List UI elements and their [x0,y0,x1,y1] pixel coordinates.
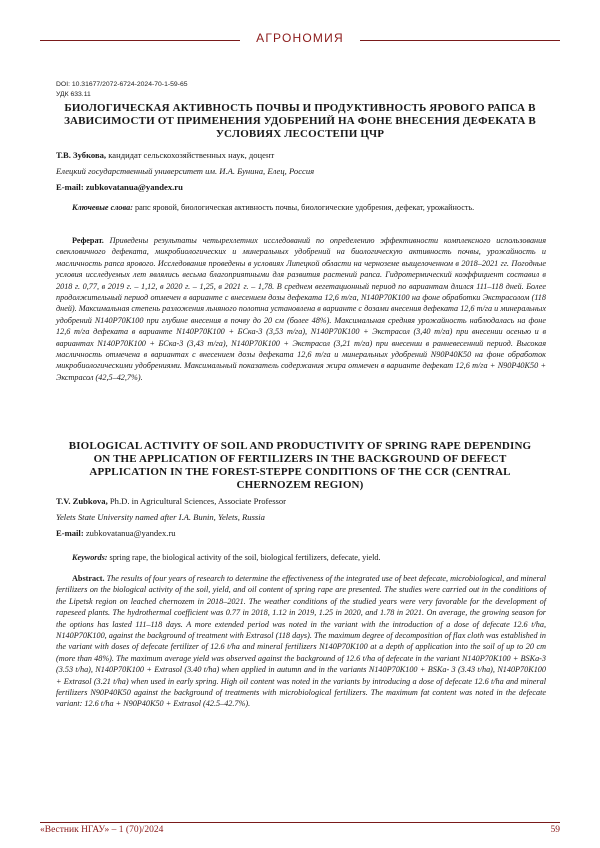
email-en [56,528,556,539]
affiliation-en: Yelets State University named after I.A. Bunin, Yelets, Russia [56,512,265,522]
keywords-ru [56,202,546,213]
keywords-en [56,552,546,563]
doi[interactable]: DOI: 10.31677/2072-6724-2024-70-1-59-65 [56,81,188,88]
footer-journal: «Вестник НГАУ» – 1 (70)/2024 [40,825,164,835]
keywords-text: рапс яровой, биологическая активность почвы, биологические удобрения, дефекат, урожайность. [134,203,475,212]
abstract-label: Abstract. [72,574,105,583]
title-en: BIOLOGICAL ACTIVITY OF SOIL AND PRODUCTIVITY OF SPRING RAPE DEPENDING ON THE APPLICATION OF FERTILIZERS IN THE BACKGROUND OF DEFECT APPLICATION IN THE FOREST-STEPPE CONDITIONS OF THE CCR (CENTRAL CHERNOZEM REGION) [68,440,532,491]
author-en [56,496,556,507]
section-header [0,26,600,56]
section-title: АГРОНОМИЯ [256,31,344,45]
author-degree: Ph.D. in Agricultural Sciences, Associate Professor [109,496,287,506]
author-degree: кандидат сельскохозяйственных наук, доцент [108,150,275,160]
article-meta [56,80,188,100]
author-ru [56,150,556,161]
section-divider [360,40,560,41]
email-ru [56,182,556,193]
author-name: Т.В. Зубкова, [56,150,107,160]
page-number: 59 [550,825,560,835]
email-link[interactable]: zubkovatanua@yandex.ru [85,528,176,538]
keywords-label: Keywords: [72,553,108,562]
abstract-ru [56,235,546,383]
keywords-text: spring rape, the biological activity of the soil, biological fertilizers, defecate, yield. [109,553,381,562]
title-ru: БИОЛОГИЧЕСКАЯ АКТИВНОСТЬ ПОЧВЫ И ПРОДУКТИВНОСТЬ ЯРОВОГО РАПСА В ЗАВИСИМОСТИ ОТ ПРИМЕНЕНИЯ УДОБРЕНИЙ НА ФОНЕ ВНЕСЕНИЯ ДЕФЕКАТА В УСЛОВИЯХ ЛЕСОСТЕПИ ЦЧР [64,102,536,140]
abstract-text: Приведены результаты четырехлетних исследований по определению эффективности комплексного использования свекловичного дефеката, микробиологических и минеральных удобрений на биологическую активность почвы, урожайность и масличность рапса ярового. Исследования проведены в условиях Липецкой области на черноземе выщелоченном в 2018–2021 гг. Погодные условия исследуемых лет являлись весьма благоприятными для развития растений рапса. Гидротермический коэффициент составил в 2018 г. 0,77, в 2019 г. – 1,12, в 2020 г. – 1,25, в 2021 г. – 1,78. В среднем вегетационный период по вариантам длился 111–118 дней. Более продолжительный период отмечен в варианте с внесением дозы дефеката 12,6 т/га, N140P70K100 на фоне обработки Экстрасолом (118 дней). Максимальная степень разложения льняного полотна установлена в варианте с дозами внесения дефеката 12,6 т/га и минеральных удобрений N140P70K100 при глубине внесения в почву до 20 см (более 48%). Максимальная средняя урожайность наблюдалась на фоне 12,6 т/га дефеката в варианте N140P70K100 + БСка-3 (3,53 т/га), N140P70K100 + Экстрасол (3,40 т/га) при внесении осенью и в вариантах N140P70K100 + БСка-3 (3,43 т/га), N140P70K100 + Экстрасол (3,21 т/га) при внесении в ранневесенний период. Высокая масличность отмечена в вариантах с внесением дозы дефеката 12,6 т/га и минеральных удобрений N90P40K50 на фоне обработок микробиологическими удобрениями. Максимальный показатель содержания жира отмечен в варианте дефекат 12,6 т/га + N90P40K50 + Экстрасол (42,5–42,7%). [56,236,547,382]
abstract-label: Реферат. [72,236,104,245]
email-link[interactable]: zubkovatanua@yandex.ru [85,182,183,192]
abstract-en [56,573,546,710]
author-name: T.V. Zubkova, [56,496,108,506]
udc: УДК 633.11 [56,91,91,98]
footer-divider [40,822,560,823]
email-label: E-mail: [56,182,84,192]
abstract-text: The results of four years of research to determine the effectiveness of the integrated use of beet defecate, microbiological, and mineral fertilizers on the biological activity of the soil, yield, and oil content of spring rape are presented. The studies were carried out in the conditions of the Lipetsk region on leached chernozem in 2018–2021. The weather conditions of the studied years were very favorable for the development of rapeseed plants. The hydrothermal coefficient was 0.77 in 2018, 1.12 in 2019, 1.25 in 2020, and 1.78 in 2021. On average, the growing season for the options has lasted 111–118 days. A more extended period was noted in the variant with the introduction of a dose of defecate 12.6 t/ha, N140P70K100, against the background of treatment with Extrasol (118 days). The maximum degree of decomposition of flax cloth was established in the variant with doses of defecate fertilizer of 12.6 t/ha and mineral fertilizers N140P70K100 at a depth of application into the soil of up to 20 cm (more than 48%). The maximum average yield was observed against the background of 12.6 t/ha of defecate in the variant N140P70K100 + BSKa-3 (3.53 t/ha), N140P70K100 + Extrasol (3.40 t/ha) when applied in autumn and in the variants N140P70K100 + BSKa- 3 (3.43 t/ha), N140P70K100 + Extrasol (3.21 t/ha) when used in early spring. High oil content was noted in the variants by introducing a dose of defecate 12.6 t/ha and mineral fertilizers N90P40K50 against the background of treatments with microbiological fertilizers. The maximum fat content was noted in the defecate variant: 12.6 t/ha + N90P40K50 + Extrasol (42.5–42.7%). [56,574,547,709]
email-label: E-mail: [56,528,84,538]
affiliation-ru: Елецкий государственный университет им. И.А. Бунина, Елец, Россия [56,166,315,176]
keywords-label: Ключевые слова: [72,203,133,212]
